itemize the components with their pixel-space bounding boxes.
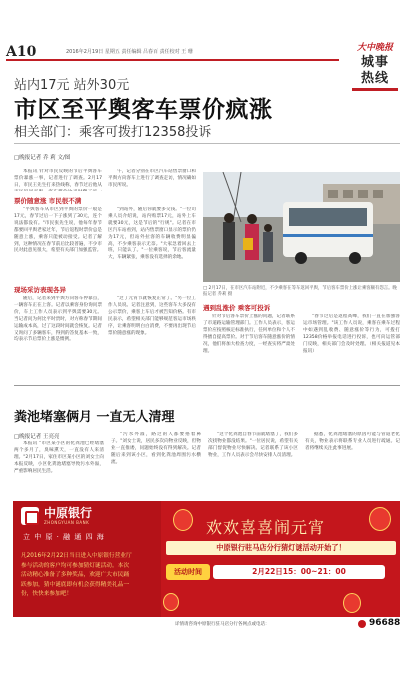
bank-logo-icon — [21, 507, 39, 525]
page-header — [6, 44, 339, 61]
bank-name: 中原银行 — [44, 506, 93, 520]
section-brand — [352, 40, 398, 91]
phone-icon — [358, 620, 366, 628]
divider — [14, 385, 400, 386]
lantern-icon — [369, 507, 391, 531]
article-headline: 市区至平舆客车票价疯涨 — [14, 97, 273, 123]
article-intro-col1: 本报讯 针对市民反映的节后平舆客车票价暴涨一事，记者进行了调查。2月17日，市民王先生打来热线称，春节过后他从 — [14, 169, 102, 188]
divider — [14, 143, 400, 144]
lantern-icon — [343, 593, 361, 613]
photo-caption: □ 2月17日，在市区汽车站附近，不少乘客在等车返回平舆，节后客车票价上涨让乘客颇有怨言。晚报记者 乔莉 摄 — [203, 286, 397, 298]
ad-time-label: 活动时间 — [166, 564, 210, 580]
page-number: A10 — [6, 44, 37, 60]
article-byline: □晚报记者 乔 莉 文/图 — [14, 155, 71, 161]
article-subhead: 相关部门：乘客可拨打12358投诉 — [14, 125, 212, 140]
bank-logo — [21, 507, 92, 525]
article2-col3: "这个化粪池自春节前就堵塞了，我们多次找物业都没结果。"一位居民说，希望有关部门督促物业尽快解决。记者联系了该小区物业，工作人员表示会尽快安排人员清理。 — [208, 432, 298, 458]
ad-footer-text: 详情请咨询中原银行驻马店分行各网点或电话： — [175, 622, 270, 627]
section-interview-text: 随后，记者来到平舆方向客车停靠点，一辆客车正在上客。记者以乘客身份询问票价，车上工作人员表示到平舆需要30元。当记者问为何比平时贵时，对方称春节期间运输成本高，过了这段时间就会恢复。记者又询问了多辆客车，得到的答复基本一致，均表示节后票价上涨是惯例。 — [14, 296, 102, 343]
article2-byline: □晚报记者 王亮亮 — [14, 434, 60, 440]
section-heading-price: 票价随意涨 市民很不满 — [14, 197, 82, 205]
ad-title: 欢欢喜喜闹元宵 — [206, 518, 326, 537]
lantern-icon — [173, 509, 193, 531]
section-heading-complaint: 遇到乱涨价 乘客可投诉 — [203, 304, 271, 312]
ad-time: 2月22日15：00~21：00 — [213, 565, 385, 579]
bus-station-photo — [203, 172, 400, 282]
section-heading-interview: 现场采访表现各异 — [14, 286, 66, 294]
bank-advertisement — [13, 501, 400, 630]
article2-col1: 本报讯 "市区某小区的化粪池已经堵塞两个多月了，臭味熏天，一直没有人来清理。"2月17日，家住市区某小区的刘女士向本报反映，小区化粪池堵塞导致污水外溢，严重影响居民生活。 — [14, 441, 104, 474]
newspaper-logo: 大中晚报 — [356, 43, 393, 53]
section-name-line1: 城事 — [360, 55, 389, 70]
bank-slogan: 立 中 原 · 融 通 四 海 — [23, 533, 105, 541]
section-price-text: "平舆客车从市区到平舆的票价一般是17元，春节过后一下子涨到了30元，连个说法都没有。"市民张先生说，他每年春节都要回平舆老家过年，节后返程时票价总是随意上涨，乘客只能被动接受。记者了解到，这种情况在春节前后比较普遍，不少市民对此意见很大，希望有关部门加强监管。 — [14, 207, 102, 254]
lantern-icon — [163, 593, 179, 611]
article-intro-col2: 午，记者分别在市区汽车站售票窗口和平舆方向客车上进行了调查走访，情况确如市民所说。 — [108, 169, 196, 188]
issue-meta: 2016年2月19日 星期五 责任编辑 吕春百 责任校对 王 珊 — [66, 49, 193, 55]
section-complaint-text-col2: "春节过后是返程高峰，我们一直在加强客运市场管理。"该工作人员说，乘客在乘车过程中如遇到乱收费、随意涨价等行为，可拨打12358价格举报电话进行投诉，也可向运管部门反映，相关部门会及时处理。（相关报道见本报讯） — [303, 314, 400, 354]
section-price-text-col2: "到站外，随后你就要多交钱。"一位司乘人员介绍说，站内购票17元，站外上车就要30元，这是节后的"行规"。记者在市区汽车站看到，站内售票窗口显示的票价仍为17元，但站外拉客的车辆收费明显偏高，不少乘客表示无奈。"大家急着回去上班，只能认了。"一位乘客说，节后客流量大，车辆紧张，乘客没有选择的余地。 — [108, 207, 196, 261]
article2-col2: "污水外溢，路过的人都要捂着鼻子。"刘女士说，居民多次向物业反映，但物业一直推诿，问题始终没有得到解决。记者随后来到该小区，看到化粪池周围污水横流。 — [111, 432, 201, 465]
article-kicker: 站内17元 站外30元 — [14, 78, 130, 93]
news-photo — [203, 172, 400, 282]
article2-headline: 粪池堵塞俩月 一直无人清理 — [14, 410, 175, 425]
bank-name-en: ZHONGYUAN BANK — [44, 520, 90, 525]
section-name-line2: 热线 — [360, 71, 389, 86]
brand-accent-bar — [352, 88, 398, 91]
section-interview-text-col2: "过了元宵节就恢复正常了。"另一位工作人员说。记者注意到，这些客车大多没有公示票价，乘客上车后才被告知价格。有市民表示，希望相关部门能够规范客运市场秩序，让乘客明明白白消费，不要再出现节后票价随意涨的现象。 — [108, 296, 196, 336]
section-complaint-text: 针对节后客车票价上涨的问题，记者联系了市道路运输管理部门。工作人员表示，客运票价应按照核定标准执行，任何单位和个人不得擅自提高票价。对于节后客车随意涨价的情况，他们将加大检查力度，一经查实将严肃处理。 — [203, 314, 295, 354]
ad-phone-number: 96688 — [369, 618, 401, 628]
ad-subtitle: 中原银行驻马店分行猜灯谜活动开始了！ — [166, 541, 396, 555]
article2-col4: 据悉，化粪池堵塞的原因可能与管道老化有关，物业表示将联系专业人员进行疏通。记者将继续关注此事进展。 — [305, 432, 400, 451]
ad-body-text: 凡2016年2月22日当日进入中原银行营业厅参与活动的客户均可参加猜灯谜活动。本次活动精心准备了多种奖品，欢迎广大市民踊跃参加，猜中谜底即有机会获得精美礼品一份，快快来参加吧！ — [21, 553, 132, 597]
